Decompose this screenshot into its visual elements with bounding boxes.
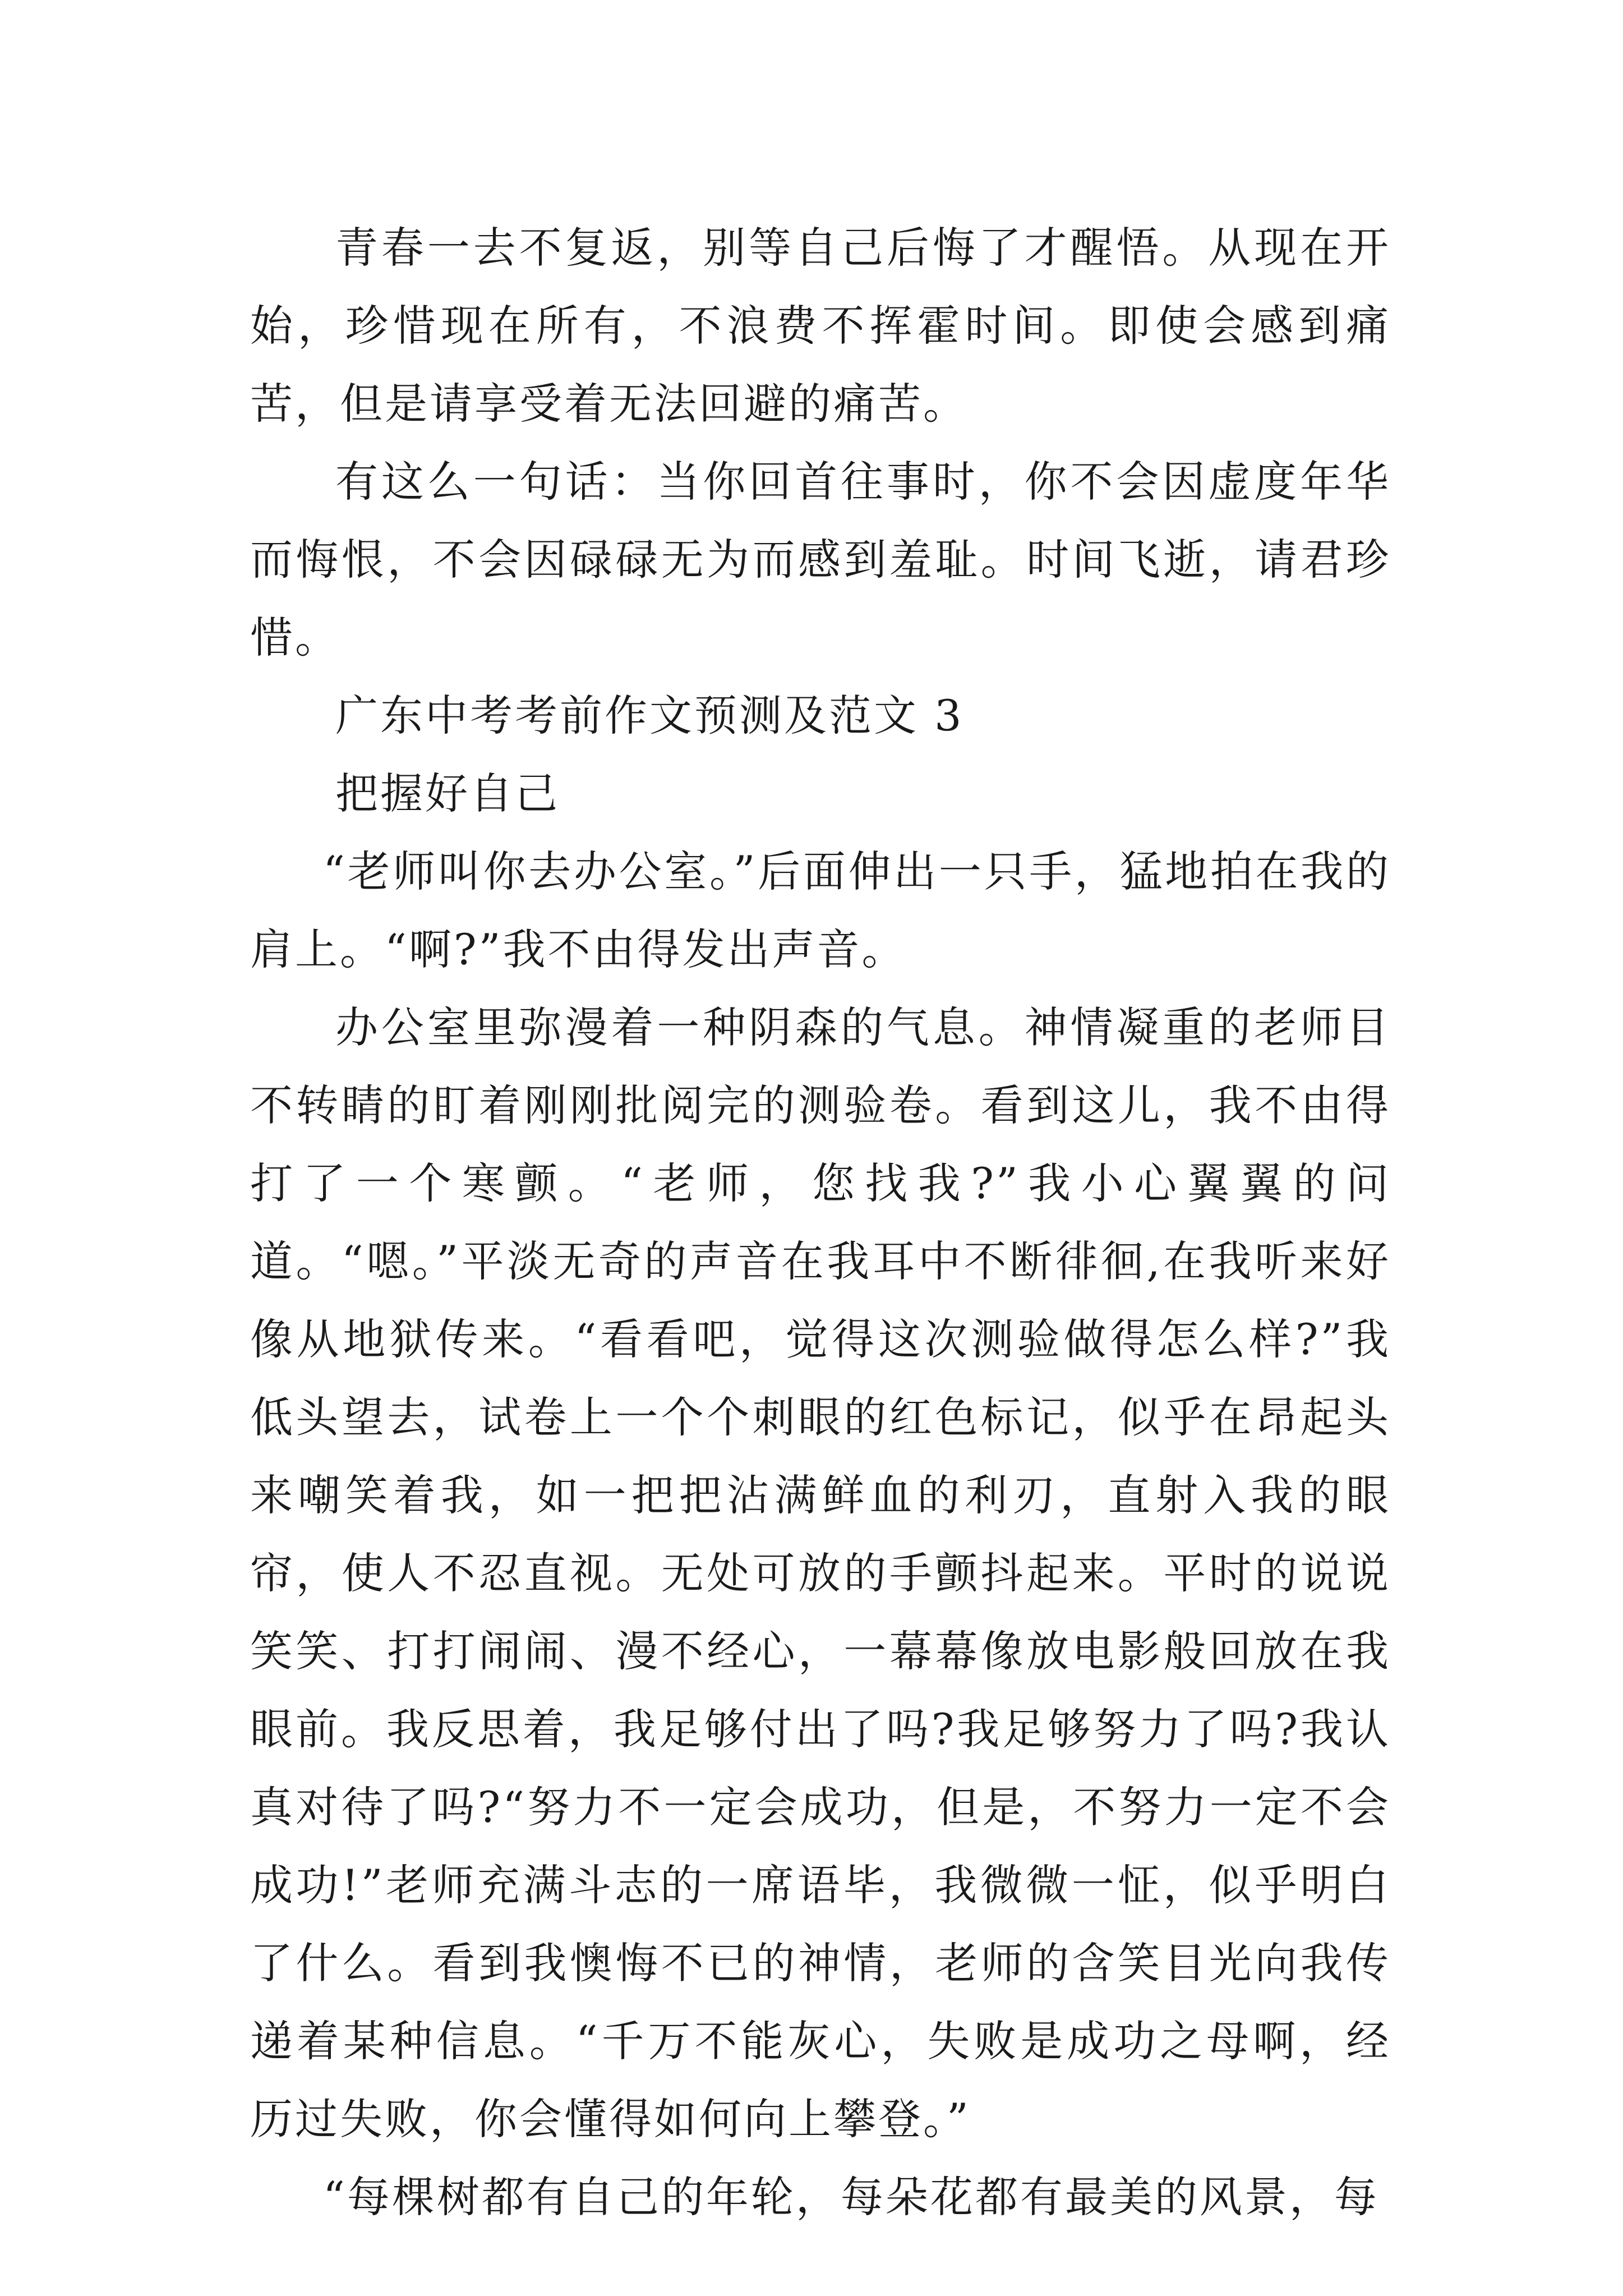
- paragraph-office-call: “老师叫你去办公室。”后面伸出一只手，猛地拍在我的肩上。“啊?”我不由得发出声音。: [250, 846, 1391, 974]
- section-heading: 广东中考考前作文预测及范文 3: [335, 691, 964, 740]
- essay-title: 把握好自己: [335, 769, 560, 818]
- paragraph-office-scene: 办公室里弥漫着一种阴森的气息。神情凝重的老师目不转睛的盯着刚刚批阅完的测验卷。看到这儿，我不由得打了一个寒颤。“老师，您找我?”我小心翼翼的问道。“嗯。”平淡无奇的声音在我耳中不断徘徊,在我听来好像从地狱传来。“看看吧，觉得这次测验做得怎么样?”我低头望去，试卷上一个个刺眼的红色标记，似乎在昂起头来嘲笑着我，如一把把沾满鲜血的利刃，直射入我的眼帘，使人不忍直视。无处可放的手颤抖起来。平时的说说笑笑、打打闹闹、漫不经心，一幕幕像放电影般回放在我眼前。我反思着，我足够付出了吗?我足够努力了吗?我认真对待了吗?“努力不一定会成功，但是，不努力一定不会成功!”老师充满斗志的一席语毕，我微微一怔，似乎明白了什么。看到我懊悔不已的神情，老师的含笑目光向我传递着某种信息。“千万不能灰心，失败是成功之母啊，经历过失败，你会懂得如何向上攀登。”: [250, 1002, 1391, 2144]
- paragraph-tree-rings: “每棵树都有自己的年轮，每朵花都有最美的风景，每: [323, 2172, 1379, 2222]
- paragraph-quote-time: 有这么一句话：当你回首往事时，你不会因虚度年华而悔恨，不会因碌碌无为而感到羞耻。时间飞逝，请君珍惜。: [250, 457, 1391, 662]
- document-body: [250, 209, 1391, 2236]
- paragraph-youth-regret: 青春一去不复返，别等自己后悔了才醒悟。从现在开始，珍惜现在所有，不浪费不挥霍时间。即使会感到痛苦，但是请享受着无法回避的痛苦。: [250, 223, 1391, 429]
